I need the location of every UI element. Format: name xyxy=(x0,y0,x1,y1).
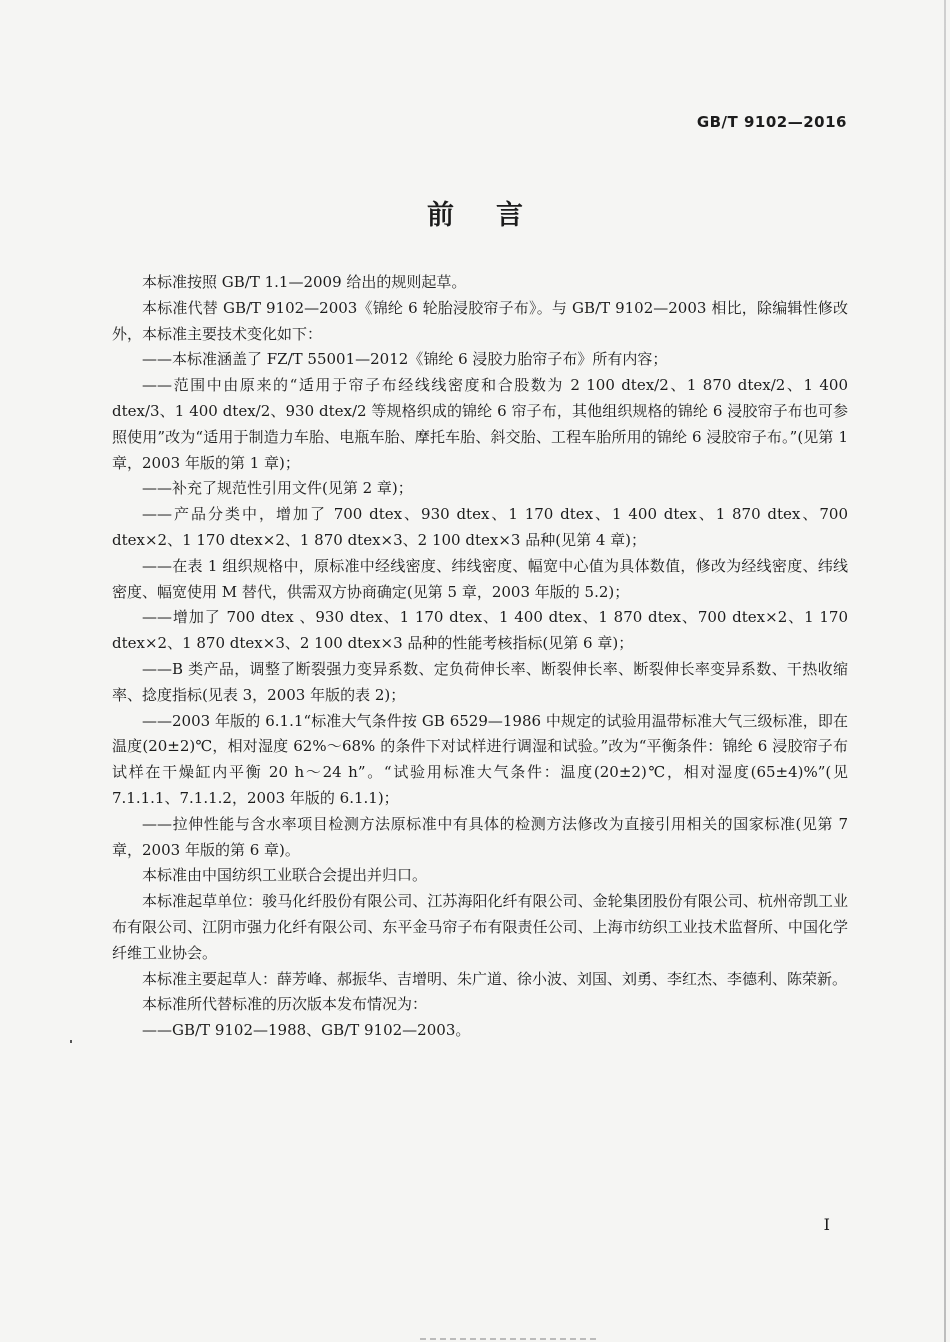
change-item: ——产品分类中，增加了 700 dtex、930 dtex、1 170 dtex、1 400 dtex、1 870 dtex、700 dtex×2、1 170 dtex×2、1 870 dtex×3、2 100 dtex×3 品种(见第 4 章)； xyxy=(112,505,848,549)
change-item: ——2003 年版的 6.1.1“标准大气条件按 GB 6529—1986 中规定的试验用温带标准大气三级标准，即在温度(20±2)℃，相对湿度 62%～68% 的条件下对试样进行调湿和试验。”改为“平衡条件：锦纶 6 浸胶帘子布试样在干燥缸内平衡 20 h～24 h”。“试验用标准大气条件：温度(20±2)℃，相对湿度(65±4)%”(见 7.1.1.1、7.1.1.2，2003 年版的 6.1.1)； xyxy=(112,711,848,807)
scan-bottom-mark xyxy=(420,1338,600,1340)
change-item: ——补充了规范性引用文件(见第 2 章)； xyxy=(142,479,413,498)
paragraph-replacement: 本标准代替 GB/T 9102—2003《锦纶 6 轮胎浸胶帘子布》。与 GB/T 9102—2003 相比，除编辑性修改外，本标准主要技术变化如下： xyxy=(112,298,848,343)
change-item: ——本标准涵盖了 FZ/T 55001—2012《锦纶 6 浸胶力胎帘子布》所有内容； xyxy=(142,350,668,369)
page-number: I xyxy=(823,1215,830,1234)
scan-edge-line xyxy=(944,0,946,1342)
change-item: ——增加了 700 dtex 、930 dtex、1 170 dtex、1 400 dtex、1 870 dtex、700 dtex×2、1 170 dtex×2、1 870 dtex×3、2 100 dtex×3 品种的性能考核指标(见第 6 章)； xyxy=(112,608,848,653)
change-item: ——在表 1 组织规格中，原标准中经线密度、纬线密度、幅宽中心值为具体数值，修改为经线密度、纬线密度、幅宽使用 M 替代，供需双方协商确定(见第 5 章，2003 年版的 5.2)； xyxy=(112,556,848,601)
change-item: ——范围中由原来的“适用于帘子布经线线密度和合股数为 2 100 dtex/2、1 870 dtex/2、1 400 dtex/3、1 400 dtex/2、930 dtex/2 等规格织成的锦纶 6 帘子布，其他组织规格的锦纶 6 浸胶帘子布也可参照使用”改为“适用于制造力车胎、电瓶车胎、摩托车胎、斜交胎、工程车胎所用的锦纶 6 浸胶帘子布。”(见第 1 章，2003 年版的第 1 章)； xyxy=(112,376,848,472)
scan-speck xyxy=(70,1040,72,1043)
page-title: 前言 xyxy=(427,200,565,231)
paragraph-drafters: 本标准主要起草人：薛芳峰、郝振华、吉增明、朱广道、徐小波、刘国、刘勇、李红杰、李德利、陈荣新。 xyxy=(142,969,848,988)
paragraph-proposer: 本标准由中国纺织工业联合会提出并归口。 xyxy=(142,866,428,885)
change-item: ——B 类产品，调整了断裂强力变异系数、定负荷伸长率、断裂伸长率、断裂伸长率变异系数、干热收缩率、捻度指标(见表 3，2003 年版的表 2)； xyxy=(112,659,848,704)
standard-number: GB/T 9102—2016 xyxy=(696,113,847,131)
paragraph-history: 本标准所代替标准的历次版本发布情况为： xyxy=(142,995,428,1014)
paragraph-drafting-units: 本标准起草单位：骏马化纤股份有限公司、江苏海阳化纤有限公司、金轮集团股份有限公司、杭州帝凯工业布有限公司、江阴市强力化纤有限公司、东平金马帘子布有限责任公司、上海市纺织工业技术监督所、中国化学纤维工业协会。 xyxy=(112,892,848,962)
history-item: ——GB/T 9102—1988、GB/T 9102—2003。 xyxy=(142,1021,471,1040)
paragraph-drafting-rules: 本标准按照 GB/T 1.1—2009 给出的规则起草。 xyxy=(142,273,467,291)
body-text xyxy=(112,270,848,1044)
change-item: ——拉伸性能与含水率项目检测方法原标准中有具体的检测方法修改为直接引用相关的国家标准(见第 7 章，2003 年版的第 6 章)。 xyxy=(112,814,848,859)
